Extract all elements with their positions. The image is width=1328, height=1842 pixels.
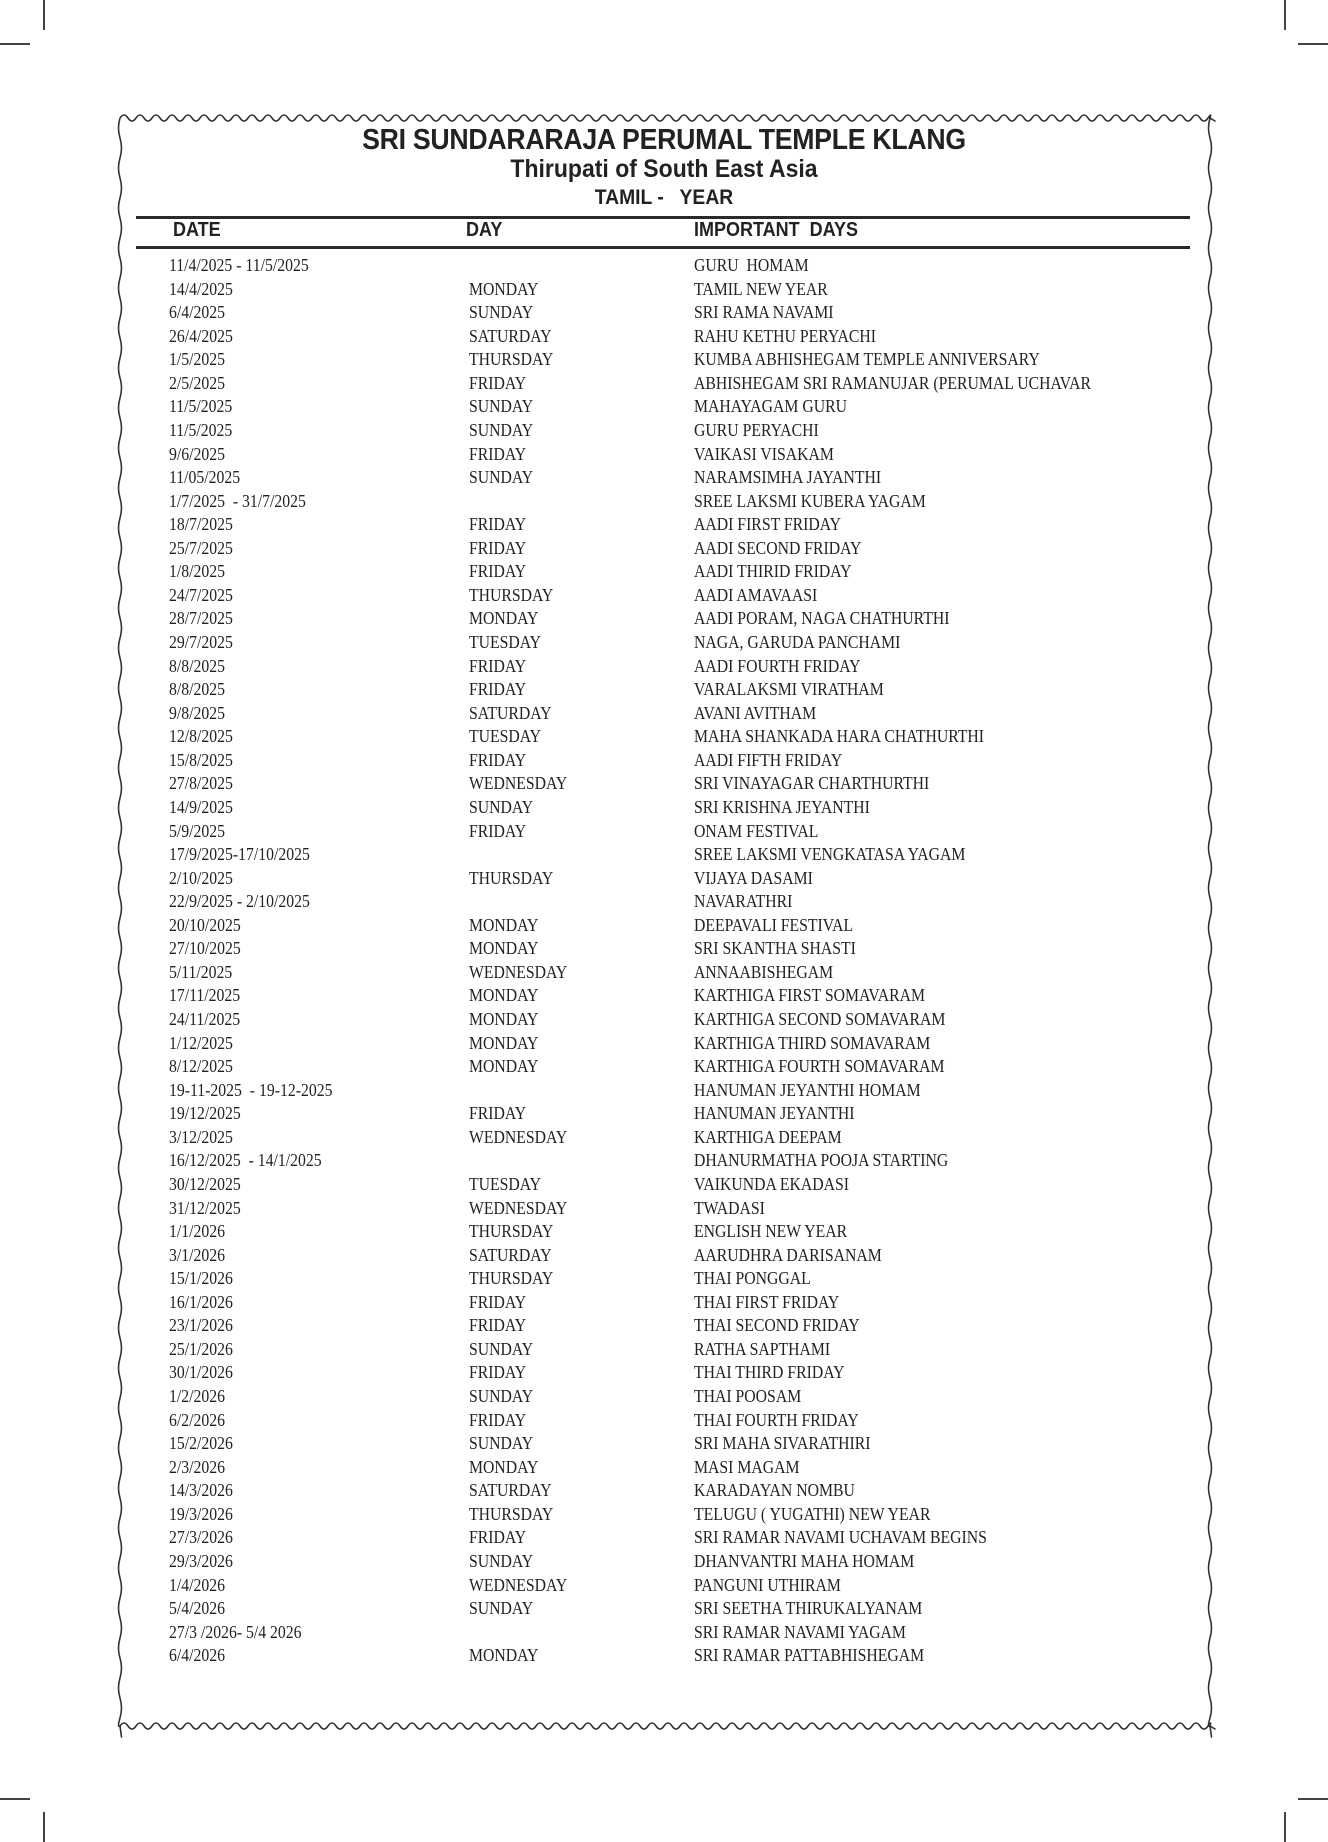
- row-day: SUNDAY: [469, 419, 534, 440]
- row-date: 27/3 /2026- 5/4 2026: [169, 1621, 302, 1642]
- row-day: MONDAY: [469, 1056, 539, 1077]
- row-day: SATURDAY: [469, 702, 552, 723]
- row-date: 16/1/2026: [169, 1291, 233, 1312]
- row-event: NAVARATHRI: [694, 891, 793, 912]
- table-row: [0, 961, 1328, 985]
- row-day: TUESDAY: [469, 632, 542, 652]
- row-date: 14/4/2025: [169, 278, 233, 299]
- table-row: [0, 1079, 1328, 1103]
- row-event: HANUMAN JEYANTHI: [694, 1103, 855, 1124]
- table-row: [0, 1385, 1328, 1409]
- row-day: THURSDAY: [469, 584, 554, 605]
- row-date: 15/2/2026: [169, 1433, 233, 1454]
- crop-mark: [1298, 43, 1328, 45]
- table-row: [0, 607, 1328, 631]
- row-event: SRI RAMAR NAVAMI YAGAM: [694, 1621, 906, 1642]
- row-event: SRI VINAYAGAR CHARTHURTHI: [694, 773, 930, 794]
- row-event: KARTHIGA SECOND SOMAVARAM: [694, 1009, 946, 1029]
- table-row: [0, 1597, 1328, 1621]
- crop-mark: [0, 1798, 30, 1800]
- row-event: AADI FIRST FRIDAY: [694, 514, 842, 535]
- table-row: [0, 820, 1328, 844]
- table-row: [0, 1644, 1328, 1668]
- row-day: FRIDAY: [469, 537, 527, 558]
- table-row: [0, 348, 1328, 372]
- table-row: [0, 1149, 1328, 1173]
- row-day: WEDNESDAY: [469, 1197, 568, 1218]
- row-day: FRIDAY: [469, 1315, 527, 1336]
- table-row: [0, 937, 1328, 961]
- row-event: DHANURMATHA POOJA STARTING: [694, 1150, 949, 1171]
- row-event: MASI MAGAM: [694, 1456, 800, 1477]
- row-day: SUNDAY: [469, 1550, 534, 1571]
- row-date: 17/9/2025-17/10/2025: [169, 844, 310, 865]
- row-day: THURSDAY: [469, 1503, 554, 1524]
- row-day: SUNDAY: [469, 396, 534, 417]
- row-event: ABHISHEGAM SRI RAMANUJAR (PERUMAL UCHAVAR: [694, 372, 1092, 393]
- row-date: 19/3/2026: [169, 1503, 233, 1524]
- row-date: 19/12/2025: [169, 1103, 241, 1124]
- row-date: 22/9/2025 - 2/10/2025: [169, 891, 310, 912]
- row-day: FRIDAY: [469, 1527, 527, 1548]
- row-event: TWADASI: [694, 1197, 765, 1218]
- row-date: 18/7/2025: [169, 514, 233, 535]
- row-day: FRIDAY: [469, 1409, 527, 1430]
- row-date: 5/11/2025: [169, 961, 233, 982]
- row-date: 1/1/2026: [169, 1221, 226, 1242]
- row-day: WEDNESDAY: [469, 961, 568, 982]
- column-header-date: DATE: [173, 219, 221, 241]
- row-event: THAI POOSAM: [694, 1386, 802, 1406]
- row-day: FRIDAY: [469, 749, 527, 770]
- crop-mark: [1284, 0, 1286, 30]
- table-row: [0, 631, 1328, 655]
- row-event: NARAMSIMHA JAYANTHI: [694, 467, 882, 488]
- row-date: 3/1/2026: [169, 1244, 226, 1265]
- row-date: 16/12/2025 - 14/1/2025: [169, 1150, 322, 1171]
- row-date: 5/9/2025: [169, 820, 226, 841]
- row-event: VARALAKSMI VIRATHAM: [694, 679, 884, 700]
- row-date: 27/10/2025: [169, 938, 241, 959]
- row-event: SRI MAHA SIVARATHIRI: [694, 1433, 871, 1454]
- row-day: MONDAY: [469, 1645, 539, 1666]
- table-row: [0, 984, 1328, 1008]
- row-event: GURU HOMAM: [694, 255, 809, 275]
- row-day: FRIDAY: [469, 1362, 527, 1383]
- table-row: [0, 1621, 1328, 1645]
- table-row: [0, 1008, 1328, 1032]
- row-day: THURSDAY: [469, 1268, 554, 1289]
- table-row: [0, 254, 1328, 278]
- row-date: 2/5/2025: [169, 372, 226, 393]
- row-date: 6/4/2025: [169, 302, 226, 323]
- row-date: 9/8/2025: [169, 702, 226, 723]
- row-date: 27/8/2025: [169, 773, 233, 794]
- row-date: 8/8/2025: [169, 655, 226, 676]
- table-row: [0, 796, 1328, 820]
- row-event: AADI THIRID FRIDAY: [694, 561, 852, 582]
- events-table: [0, 254, 1328, 1668]
- table-row: [0, 1550, 1328, 1574]
- row-date: 30/1/2026: [169, 1362, 233, 1383]
- row-event: THAI PONGGAL: [694, 1268, 811, 1289]
- row-event: SRI SEETHA THIRUKALYANAM: [694, 1598, 923, 1619]
- table-row: [0, 1361, 1328, 1385]
- row-date: 15/8/2025: [169, 749, 233, 770]
- table-row: [0, 843, 1328, 867]
- row-date: 20/10/2025: [169, 914, 241, 935]
- row-day: WEDNESDAY: [469, 1126, 568, 1147]
- row-date: 1/5/2025: [169, 349, 226, 370]
- crop-mark: [43, 1812, 45, 1842]
- crop-mark: [1298, 1798, 1328, 1800]
- table-row: [0, 584, 1328, 608]
- row-day: FRIDAY: [469, 1103, 527, 1124]
- row-event: SREE LAKSMI VENGKATASA YAGAM: [694, 844, 966, 865]
- row-date: 11/5/2025: [169, 396, 233, 417]
- border-top: [120, 115, 1215, 121]
- row-date: 11/05/2025: [169, 467, 241, 488]
- row-event: SRI RAMAR PATTABHISHEGAM: [694, 1645, 925, 1666]
- row-day: SUNDAY: [469, 467, 534, 488]
- row-day: FRIDAY: [469, 820, 527, 841]
- row-event: GURU PERYACHI: [694, 419, 819, 440]
- table-row: [0, 1197, 1328, 1221]
- row-event: AARUDHRA DARISANAM: [694, 1244, 882, 1265]
- row-event: THAI FOURTH FRIDAY: [694, 1409, 859, 1430]
- row-date: 30/12/2025: [169, 1173, 241, 1194]
- table-row: [0, 395, 1328, 419]
- table-row: [0, 1479, 1328, 1503]
- row-date: 1/2/2026: [169, 1386, 226, 1406]
- row-date: 1/7/2025 - 31/7/2025: [169, 490, 306, 511]
- row-day: MONDAY: [469, 608, 539, 629]
- row-day: SUNDAY: [469, 302, 534, 323]
- row-event: AVANI AVITHAM: [694, 702, 817, 723]
- row-event: KARADAYAN NOMBU: [694, 1480, 855, 1501]
- table-row: [0, 537, 1328, 561]
- row-date: 1/4/2026: [169, 1574, 226, 1595]
- table-row: [0, 1456, 1328, 1480]
- row-day: FRIDAY: [469, 372, 527, 393]
- table-row: [0, 725, 1328, 749]
- row-day: MONDAY: [469, 914, 539, 935]
- row-event: SRI KRISHNA JEYANTHI: [694, 796, 870, 817]
- row-date: 28/7/2025: [169, 608, 233, 629]
- row-event: RAHU KETHU PERYACHI: [694, 325, 877, 346]
- row-date: 25/7/2025: [169, 537, 233, 558]
- row-event: KUMBA ABHISHEGAM TEMPLE ANNIVERSARY: [694, 349, 1040, 370]
- table-row: [0, 702, 1328, 726]
- column-header-day: DAY: [466, 219, 503, 241]
- row-date: 6/4/2026: [169, 1645, 226, 1666]
- row-day: SUNDAY: [469, 1338, 534, 1359]
- row-event: AADI AMAVAASI: [694, 584, 818, 605]
- row-event: DHANVANTRI MAHA HOMAM: [694, 1550, 915, 1571]
- table-row: [0, 655, 1328, 679]
- row-event: AADI PORAM, NAGA CHATHURTHI: [694, 608, 950, 629]
- row-event: SRI SKANTHA SHASTI: [694, 938, 856, 959]
- table-row: [0, 443, 1328, 467]
- table-row: [0, 1338, 1328, 1362]
- table-row: [0, 1032, 1328, 1056]
- table-row: [0, 560, 1328, 584]
- row-day: MONDAY: [469, 985, 539, 1006]
- row-day: MONDAY: [469, 1009, 539, 1029]
- table-row: [0, 867, 1328, 891]
- row-event: KARTHIGA THIRD SOMAVARAM: [694, 1032, 931, 1053]
- row-date: 3/12/2025: [169, 1126, 233, 1147]
- row-event: SRI RAMAR NAVAMI UCHAVAM BEGINS: [694, 1527, 987, 1548]
- table-row: [0, 772, 1328, 796]
- table-row: [0, 490, 1328, 514]
- table-row: [0, 419, 1328, 443]
- table-row: [0, 1220, 1328, 1244]
- row-date: 24/11/2025: [169, 1009, 241, 1029]
- header-rule-top: [136, 216, 1190, 219]
- row-date: 11/5/2025: [169, 419, 233, 440]
- row-day: WEDNESDAY: [469, 1574, 568, 1595]
- table-row: [0, 325, 1328, 349]
- row-date: 29/3/2026: [169, 1550, 233, 1571]
- row-date: 27/3/2026: [169, 1527, 233, 1548]
- row-event: THAI SECOND FRIDAY: [694, 1315, 860, 1336]
- row-day: SUNDAY: [469, 1598, 534, 1619]
- row-day: FRIDAY: [469, 655, 527, 676]
- row-event: KARTHIGA FIRST SOMAVARAM: [694, 985, 925, 1006]
- table-row: [0, 1314, 1328, 1338]
- row-day: FRIDAY: [469, 561, 527, 582]
- row-date: 24/7/2025: [169, 584, 233, 605]
- border-bottom: [120, 1723, 1215, 1729]
- row-event: SRI RAMA NAVAMI: [694, 302, 834, 323]
- temple-subtitle: Thirupati of South East Asia: [510, 155, 818, 183]
- row-event: KARTHIGA FOURTH SOMAVARAM: [694, 1056, 945, 1077]
- row-date: 29/7/2025: [169, 632, 233, 652]
- table-row: [0, 749, 1328, 773]
- row-day: THURSDAY: [469, 1221, 554, 1242]
- row-date: 1/12/2025: [169, 1032, 233, 1053]
- row-day: MONDAY: [469, 1456, 539, 1477]
- table-row: [0, 278, 1328, 302]
- row-date: 8/8/2025: [169, 679, 226, 700]
- row-event: ANNAABISHEGAM: [694, 961, 834, 982]
- row-event: AADI SECOND FRIDAY: [694, 537, 862, 558]
- table-row: [0, 1267, 1328, 1291]
- row-day: TUESDAY: [469, 726, 542, 747]
- row-day: SUNDAY: [469, 1433, 534, 1454]
- row-event: MAHA SHANKADA HARA CHATHURTHI: [694, 726, 985, 747]
- row-event: THAI THIRD FRIDAY: [694, 1362, 845, 1383]
- row-day: FRIDAY: [469, 514, 527, 535]
- row-day: MONDAY: [469, 278, 539, 299]
- row-event: VIJAYA DASAMI: [694, 867, 813, 888]
- row-date: 14/9/2025: [169, 796, 233, 817]
- table-row: [0, 678, 1328, 702]
- row-day: MONDAY: [469, 1032, 539, 1053]
- row-date: 9/6/2025: [169, 443, 226, 464]
- header-rule-bottom: [136, 246, 1190, 249]
- table-row: [0, 1409, 1328, 1433]
- row-day: SATURDAY: [469, 1244, 552, 1265]
- row-event: KARTHIGA DEEPAM: [694, 1126, 842, 1147]
- row-date: 19-11-2025 - 19-12-2025: [169, 1079, 333, 1100]
- row-day: TUESDAY: [469, 1173, 542, 1194]
- row-event: ONAM FESTIVAL: [694, 820, 819, 841]
- table-row: [0, 1503, 1328, 1527]
- row-event: NAGA, GARUDA PANCHAMI: [694, 632, 901, 652]
- row-date: 25/1/2026: [169, 1338, 233, 1359]
- temple-title: SRI SUNDARARAJA PERUMAL TEMPLE KLANG: [362, 124, 966, 156]
- row-date: 14/3/2026: [169, 1480, 233, 1501]
- row-event: TAMIL NEW YEAR: [694, 278, 828, 299]
- calendar-heading: TAMIL - YEAR: [594, 186, 734, 209]
- row-date: 1/8/2025: [169, 561, 226, 582]
- table-row: [0, 513, 1328, 537]
- crop-mark: [1284, 1812, 1286, 1842]
- row-event: VAIKUNDA EKADASI: [694, 1173, 850, 1194]
- row-date: 6/2/2026: [169, 1409, 226, 1430]
- row-date: 23/1/2026: [169, 1315, 233, 1336]
- row-day: FRIDAY: [469, 679, 527, 700]
- table-row: [0, 1102, 1328, 1126]
- table-row: [0, 1173, 1328, 1197]
- row-date: 2/10/2025: [169, 867, 233, 888]
- table-row: [0, 301, 1328, 325]
- row-date: 5/4/2026: [169, 1598, 226, 1619]
- row-day: SUNDAY: [469, 796, 534, 817]
- row-date: 26/4/2025: [169, 325, 233, 346]
- table-row: [0, 1244, 1328, 1268]
- table-row: [0, 1291, 1328, 1315]
- table-row: [0, 466, 1328, 490]
- row-date: 17/11/2025: [169, 985, 241, 1006]
- row-event: THAI FIRST FRIDAY: [694, 1291, 840, 1312]
- row-date: 12/8/2025: [169, 726, 233, 747]
- row-event: AADI FIFTH FRIDAY: [694, 749, 843, 770]
- row-day: FRIDAY: [469, 443, 527, 464]
- row-event: HANUMAN JEYANTHI HOMAM: [694, 1079, 921, 1100]
- row-day: WEDNESDAY: [469, 773, 568, 794]
- table-row: [0, 1126, 1328, 1150]
- row-day: SATURDAY: [469, 1480, 552, 1501]
- row-day: THURSDAY: [469, 867, 554, 888]
- row-day: MONDAY: [469, 938, 539, 959]
- row-date: 15/1/2026: [169, 1268, 233, 1289]
- row-date: 31/12/2025: [169, 1197, 241, 1218]
- row-day: SUNDAY: [469, 1386, 534, 1406]
- table-row: [0, 1526, 1328, 1550]
- table-row: [0, 1574, 1328, 1598]
- row-day: FRIDAY: [469, 1291, 527, 1312]
- crop-mark: [43, 0, 45, 30]
- column-header-important-days: IMPORTANT DAYS: [694, 219, 859, 241]
- crop-mark: [0, 43, 30, 45]
- row-event: DEEPAVALI FESTIVAL: [694, 914, 854, 935]
- row-event: RATHA SAPTHAMI: [694, 1338, 831, 1359]
- table-row: [0, 1055, 1328, 1079]
- table-row: [0, 1432, 1328, 1456]
- table-row: [0, 914, 1328, 938]
- row-date: 2/3/2026: [169, 1456, 226, 1477]
- row-event: SREE LAKSMI KUBERA YAGAM: [694, 490, 926, 511]
- row-event: VAIKASI VISAKAM: [694, 443, 834, 464]
- table-row: [0, 890, 1328, 914]
- row-event: MAHAYAGAM GURU: [694, 396, 848, 417]
- row-event: TELUGU ( YUGATHI) NEW YEAR: [694, 1503, 931, 1524]
- row-date: 8/12/2025: [169, 1056, 233, 1077]
- row-date: 11/4/2025 - 11/5/2025: [169, 255, 309, 275]
- row-day: SATURDAY: [469, 325, 552, 346]
- table-row: [0, 372, 1328, 396]
- row-event: AADI FOURTH FRIDAY: [694, 655, 861, 676]
- row-event: ENGLISH NEW YEAR: [694, 1221, 848, 1242]
- row-event: PANGUNI UTHIRAM: [694, 1574, 841, 1595]
- row-day: THURSDAY: [469, 349, 554, 370]
